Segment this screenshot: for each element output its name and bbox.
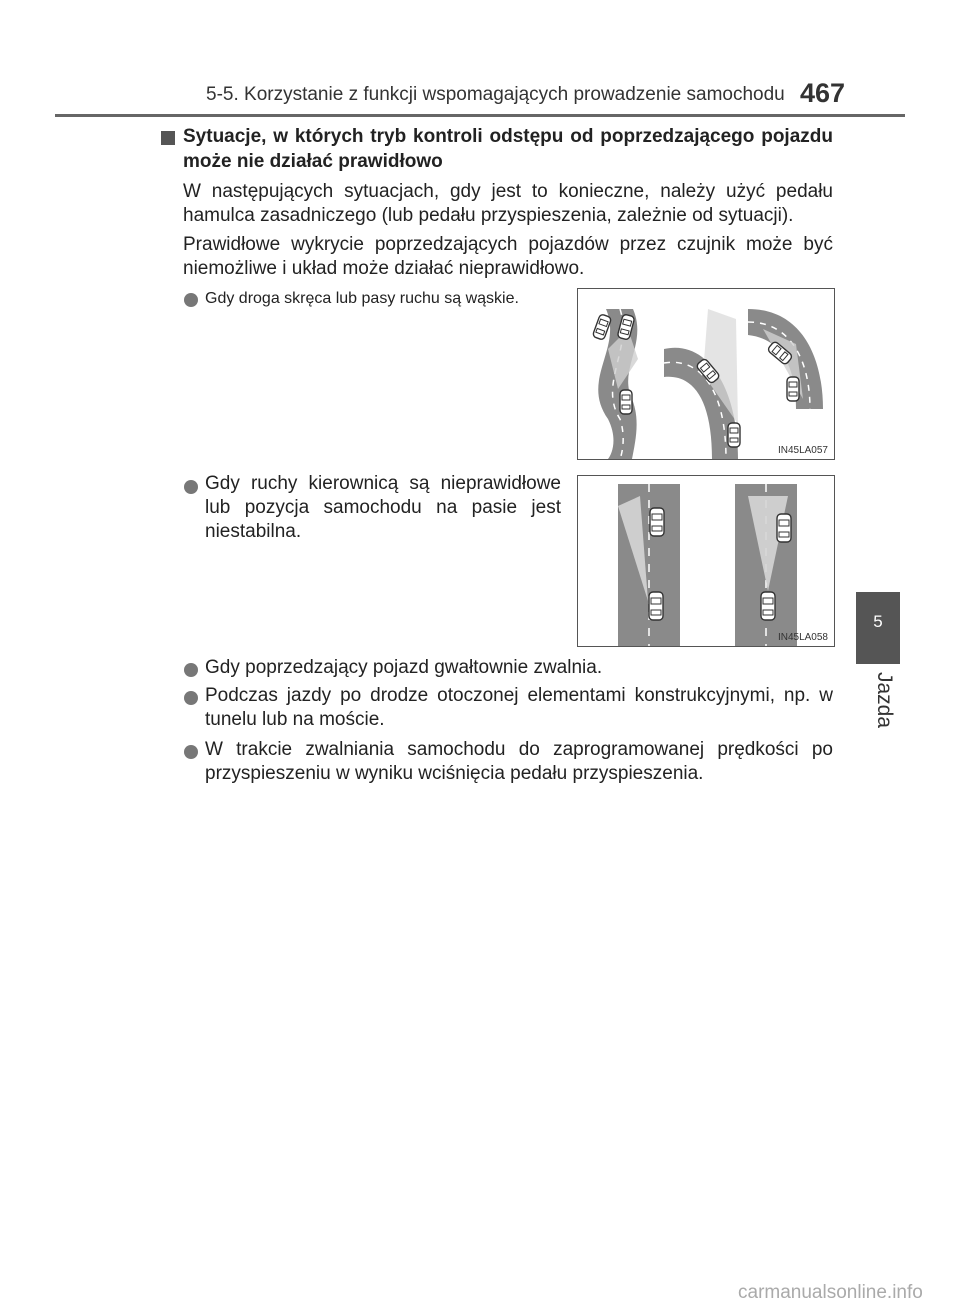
page-number: 467 — [800, 78, 846, 108]
section-heading: Sytuacje, w których tryb kontroli odstępu od poprzedzającego pojazdu może nie działać prawidłowo — [183, 126, 833, 172]
figure-curved-roads — [577, 288, 835, 460]
bullet-text-5: W trakcie zwalniania samochodu do zaprogramowanej prędkości po przyspieszeniu w wyniku wciśnięcia pedału przyspieszenia. — [205, 739, 833, 784]
bullet-dot-icon — [184, 663, 198, 677]
paragraph-1: W następujących sytuacjach, gdy jest to konieczne, należy użyć pedału hamulca zasadniczego (lub pedału przyspieszenia, zależnie od sytuacji). — [183, 181, 833, 226]
chapter-number: 5 — [873, 612, 883, 631]
bullet-dot-icon — [184, 745, 198, 759]
bullet-dot-icon — [184, 691, 198, 705]
figure-code: IN45LA058 — [777, 632, 828, 643]
bullet-text-1: Gdy droga skręca lub pasy ruchu są wąskie. — [205, 290, 519, 307]
bullet-dot-icon — [184, 480, 198, 494]
bullet-text-2: Gdy ruchy kierownicą są nieprawidłowe lub pozycja samochodu na pasie jest niestabilna. — [205, 473, 561, 542]
chapter-label: Jazda — [873, 672, 896, 729]
bullet-dot-icon — [184, 293, 198, 307]
header-divider — [55, 114, 905, 117]
chapter-tab — [856, 592, 900, 664]
bullet-text-3: Gdy poprzedzający pojazd gwałtownie zwalnia. — [205, 657, 603, 678]
curved-roads-illustration — [578, 289, 834, 459]
running-header: 5-5. Korzystanie z funkcji wspomagających prowadzenie samochodu — [206, 84, 785, 105]
paragraph-2: Prawidłowe wykrycie poprzedzających pojazdów przez czujnik może być niemożliwe i układ może działać nieprawidłowo. — [183, 234, 833, 279]
watermark: carmanualsonline.info — [738, 1282, 923, 1303]
bullet-text-4: Podczas jazdy po drodze otoczonej elementami konstrukcyjnymi, np. w tunelu lub na moście. — [205, 685, 833, 730]
figure-straight-roads — [577, 475, 835, 647]
figure-code: IN45LA057 — [777, 445, 828, 456]
section-square-icon — [161, 131, 175, 145]
straight-roads-illustration — [578, 476, 834, 646]
